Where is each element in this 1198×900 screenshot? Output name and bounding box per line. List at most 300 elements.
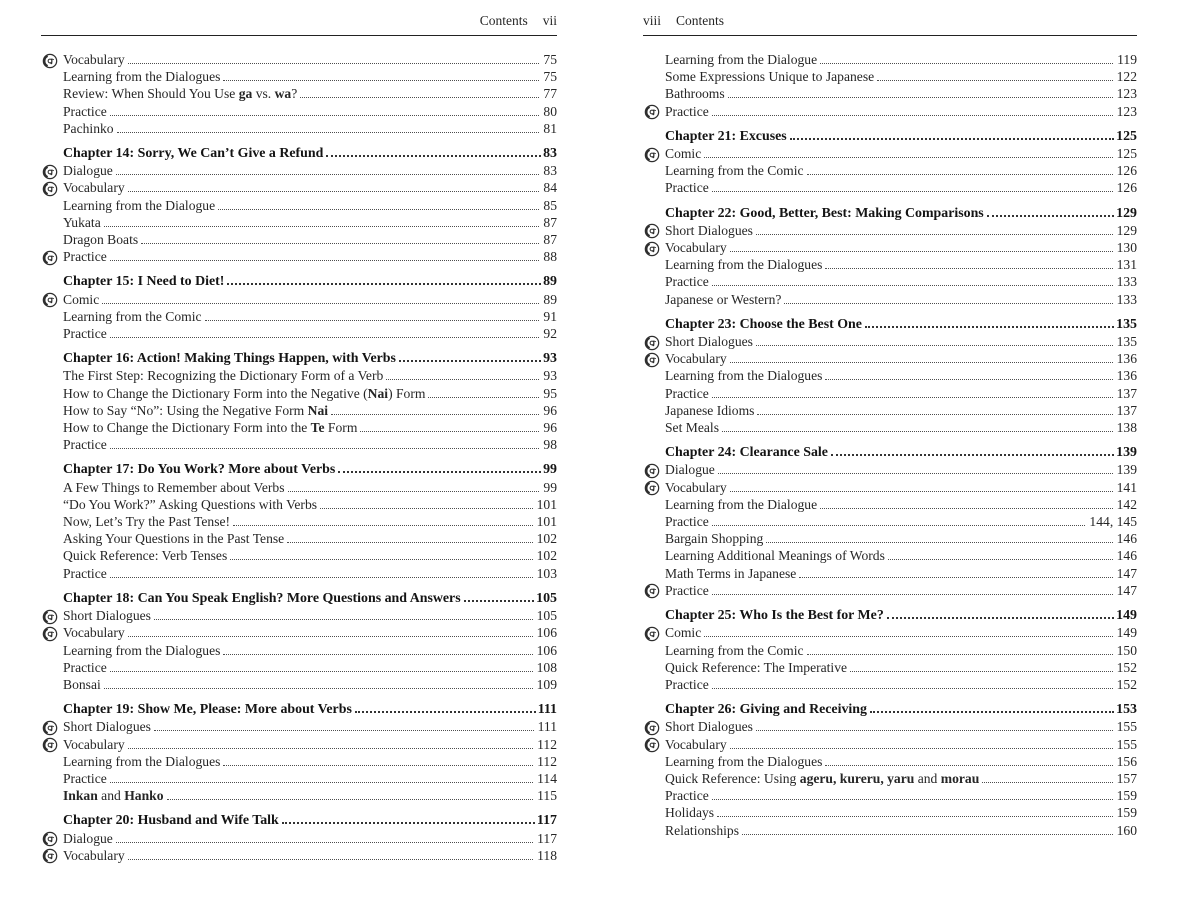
entry-title: Practice <box>63 565 107 581</box>
page-number: 84 <box>543 180 557 196</box>
toc-entry <box>41 179 557 196</box>
dot-leader <box>141 241 539 244</box>
dot-leader <box>742 832 1113 835</box>
toc-entry <box>643 479 1137 496</box>
dot-leader <box>712 686 1113 689</box>
toc-chapter-entry <box>41 812 557 829</box>
toc-entry <box>643 461 1137 478</box>
toc-entry <box>643 624 1137 641</box>
page-number: 98 <box>543 437 557 453</box>
audio-cd-icon <box>42 181 59 197</box>
page-number: 93 <box>543 351 557 367</box>
toc-entry <box>41 479 557 496</box>
page-number: 139 <box>1116 462 1137 478</box>
entry-title: Short Dialogues <box>63 719 151 735</box>
entry-title: Chapter 14: Sorry, We Can’t Give a Refund <box>63 146 324 162</box>
toc-chapter-entry <box>643 444 1137 461</box>
entry-title: Chapter 26: Giving and Receiving <box>665 702 867 718</box>
entry-title: Japanese Idioms <box>665 402 755 418</box>
audio-cd-icon <box>42 848 59 864</box>
toc-chapter-entry <box>41 273 557 290</box>
dot-leader <box>712 797 1113 800</box>
dot-leader <box>730 249 1113 252</box>
page-number: 83 <box>543 146 557 162</box>
page-number: 111 <box>537 702 557 718</box>
page-number: 133 <box>1116 291 1137 307</box>
dot-leader <box>712 523 1086 526</box>
entry-title: Quick Reference: Verb Tenses <box>63 548 228 564</box>
entry-title: Practice <box>63 326 107 342</box>
toc-chapter-entry <box>41 145 557 162</box>
entry-title-text: ) Form <box>388 385 426 401</box>
dot-leader <box>110 258 540 261</box>
entry-title-text: vs. <box>252 86 275 102</box>
page-number: 125 <box>1116 128 1137 144</box>
page-number: 106 <box>536 625 557 641</box>
running-header <box>643 0 1137 36</box>
page-number: 142 <box>1116 496 1137 512</box>
toc-entry <box>643 547 1137 564</box>
toc-entry <box>41 624 557 641</box>
dot-leader <box>825 377 1112 380</box>
toc-entry <box>643 273 1137 290</box>
entry-title: Learning from the Comic <box>63 308 202 324</box>
page-number: 119 <box>1117 52 1137 67</box>
page-number: 126 <box>1116 163 1137 179</box>
toc-entry <box>643 718 1137 735</box>
dot-leader <box>807 652 1113 655</box>
dot-leader <box>704 155 1112 158</box>
page-number: 157 <box>1116 770 1137 786</box>
page-number: 109 <box>536 676 557 692</box>
entry-title: Vocabulary <box>665 479 727 495</box>
entry-title: Learning from the Dialogues <box>665 368 823 384</box>
entry-title: Practice <box>665 676 709 692</box>
entry-title-bold-term: Inkan <box>63 788 98 804</box>
audio-cd-icon <box>42 53 59 69</box>
toc-entry <box>41 325 557 342</box>
toc-chapter-entry <box>643 128 1137 145</box>
entry-title: Practice <box>665 788 709 804</box>
entry-title-text: How to Say “No”: Using the Negative Form <box>63 402 308 418</box>
page-number: 91 <box>543 308 557 324</box>
toc-entry <box>41 565 557 582</box>
page-number: 153 <box>1116 702 1137 718</box>
dot-leader <box>825 266 1112 269</box>
entry-title: Practice <box>63 659 107 675</box>
dot-leader <box>282 820 535 824</box>
entry-title: Chapter 20: Husband and Wife Talk <box>63 813 279 829</box>
entry-title: Chapter 19: Show Me, Please: More about Verbs <box>63 702 352 718</box>
page-number: 129 <box>1116 205 1137 221</box>
entry-title-text: Quick Reference: Using <box>665 770 800 786</box>
entry-title: Practice <box>665 274 709 290</box>
toc-entries <box>41 51 557 864</box>
dot-leader <box>877 78 1112 81</box>
entry-title: Practice <box>63 103 107 119</box>
toc-entry <box>41 642 557 659</box>
entry-title-bold-term: ageru, kureru, yaru <box>799 770 915 786</box>
dot-leader <box>756 232 1113 235</box>
page-number: 83 <box>543 163 557 179</box>
toc-entry <box>41 291 557 308</box>
entry-title: Learning from the Dialogue <box>665 496 818 512</box>
dot-leader <box>154 728 534 731</box>
toc-entry <box>643 68 1137 85</box>
dot-leader <box>717 814 1113 817</box>
toc-entry <box>41 436 557 453</box>
toc-chapter-entry <box>643 607 1137 624</box>
toc-entry <box>643 770 1137 787</box>
entry-title: Comic <box>665 625 702 641</box>
entry-title: Practice <box>63 437 107 453</box>
dot-leader <box>110 113 540 116</box>
dot-leader <box>790 136 1114 140</box>
entry-title: Vocabulary <box>63 736 125 752</box>
dot-leader <box>223 78 539 81</box>
entry-title: Learning Additional Meanings of Words <box>665 548 885 564</box>
audio-cd-icon <box>42 831 59 847</box>
page-number: 126 <box>1116 180 1137 196</box>
toc-entry <box>643 753 1137 770</box>
entry-title: Dragon Boats <box>63 232 139 248</box>
entry-title: Math Terms in Japanese <box>665 565 797 581</box>
dot-leader <box>888 557 1113 560</box>
page-number: 146 <box>1116 548 1137 564</box>
page-number: 138 <box>1116 420 1137 436</box>
dot-leader <box>807 172 1113 175</box>
toc-page-left <box>41 0 557 864</box>
entry-title: Japanese or Western? <box>665 291 782 307</box>
page-number: 131 <box>1116 257 1137 273</box>
page-number: 118 <box>537 847 557 863</box>
dot-leader <box>116 840 533 843</box>
page-number: 123 <box>1116 86 1137 102</box>
entry-title: Holidays <box>665 805 715 821</box>
toc-entry <box>643 565 1137 582</box>
dot-leader <box>428 395 539 398</box>
toc-chapter-entry <box>643 205 1137 222</box>
dot-leader <box>386 377 539 380</box>
toc-entry <box>643 256 1137 273</box>
dot-leader <box>110 575 533 578</box>
dot-leader <box>730 746 1113 749</box>
dot-leader <box>756 728 1113 731</box>
dot-leader <box>128 857 533 860</box>
toc-entry <box>643 333 1137 350</box>
dot-leader <box>712 283 1113 286</box>
dot-leader <box>730 489 1113 492</box>
page-number: 75 <box>543 69 557 85</box>
dot-leader <box>128 61 540 64</box>
toc-entry <box>41 68 557 85</box>
page-number: 115 <box>537 788 557 804</box>
page-number: 108 <box>536 659 557 675</box>
page-number: 96 <box>543 420 557 436</box>
entry-title <box>665 770 979 787</box>
entry-title: Chapter 22: Good, Better, Best: Making Comparisons <box>665 205 984 221</box>
dot-leader <box>712 113 1113 116</box>
toc-entry <box>643 676 1137 693</box>
folio: viii <box>643 13 662 28</box>
entry-title: Now, Let’s Try the Past Tense! <box>63 514 231 530</box>
toc-entry <box>41 197 557 214</box>
audio-cd-icon <box>42 609 59 625</box>
page-number: 101 <box>536 496 557 512</box>
page-number: 80 <box>543 103 557 119</box>
dot-leader <box>128 189 540 192</box>
page-number: 139 <box>1116 445 1137 461</box>
entry-title: Practice <box>63 249 107 265</box>
toc-entries <box>643 51 1137 839</box>
entry-title-bold-term: Nai <box>307 402 329 418</box>
page-number: 133 <box>1116 274 1137 290</box>
dot-leader <box>712 395 1113 398</box>
page-number: 155 <box>1116 719 1137 735</box>
dot-leader <box>110 669 533 672</box>
header-title: Contents <box>479 13 528 28</box>
dot-leader <box>850 669 1113 672</box>
entry-title: Short Dialogues <box>63 608 151 624</box>
toc-entry <box>41 214 557 231</box>
toc-page-right <box>643 0 1137 839</box>
dot-leader <box>338 469 541 473</box>
toc-entry <box>41 753 557 770</box>
page-number: 96 <box>543 402 557 418</box>
page-number: 146 <box>1116 531 1137 547</box>
page-number: 160 <box>1116 822 1137 838</box>
page-number: 137 <box>1116 402 1137 418</box>
toc-entry <box>41 787 557 804</box>
toc-entry <box>41 103 557 120</box>
toc-chapter-entry <box>41 350 557 367</box>
audio-cd-icon <box>644 352 661 368</box>
entry-title: Short Dialogues <box>665 719 753 735</box>
entry-title: Learning from the Comic <box>665 642 804 658</box>
entry-title: Vocabulary <box>63 625 125 641</box>
toc-chapter-entry <box>41 701 557 718</box>
entry-title: The First Step: Recognizing the Dictionary Form of a Verb <box>63 368 384 384</box>
dot-leader <box>355 709 536 713</box>
dot-leader <box>718 471 1113 474</box>
dot-leader <box>360 429 539 432</box>
toc-entry <box>643 402 1137 419</box>
page-number: 99 <box>543 462 557 478</box>
toc-entry <box>41 718 557 735</box>
entry-title: Dialogue <box>63 163 113 179</box>
entry-title-text: ? <box>291 86 298 102</box>
dot-leader <box>766 540 1112 543</box>
entry-title: Practice <box>665 514 709 530</box>
page-number: 122 <box>1116 69 1137 85</box>
page-number: 105 <box>536 590 557 606</box>
entry-title: Chapter 24: Clearance Sale <box>665 445 828 461</box>
page-number: 156 <box>1116 753 1137 769</box>
page-number: 89 <box>543 274 557 290</box>
audio-cd-icon <box>644 463 661 479</box>
toc-entry <box>643 222 1137 239</box>
toc-entry <box>643 350 1137 367</box>
page-number: 85 <box>543 197 557 213</box>
entry-title-text: How to Change the Dictionary Form into the Negative ( <box>63 385 368 401</box>
toc-entry <box>643 496 1137 513</box>
entry-title-text: Form <box>324 420 358 436</box>
page-number: 159 <box>1116 788 1137 804</box>
entry-title-bold-term: ga <box>238 86 253 102</box>
dot-leader <box>227 281 541 285</box>
page-number: 136 <box>1116 368 1137 384</box>
page-number: 117 <box>537 830 557 846</box>
toc-entry <box>643 804 1137 821</box>
entry-title: Bonsai <box>63 676 101 692</box>
audio-cd-icon <box>42 720 59 736</box>
audio-cd-icon <box>644 241 661 257</box>
dot-leader <box>128 746 533 749</box>
entry-title: Vocabulary <box>665 736 727 752</box>
audio-cd-icon <box>42 164 59 180</box>
entry-title: Practice <box>665 385 709 401</box>
toc-entry <box>41 676 557 693</box>
dot-leader <box>887 615 1114 619</box>
audio-cd-icon <box>644 480 661 496</box>
dot-leader <box>223 652 532 655</box>
toc-entry <box>41 770 557 787</box>
dot-leader <box>870 709 1114 713</box>
page-number: 77 <box>543 86 557 102</box>
page-number: 102 <box>536 531 557 547</box>
page-number: 136 <box>1116 351 1137 367</box>
toc-entry <box>41 162 557 179</box>
toc-entry <box>643 291 1137 308</box>
toc-entry <box>643 736 1137 753</box>
entry-title: Chapter 18: Can You Speak English? More Questions and Answers <box>63 590 461 606</box>
entry-title: Comic <box>665 146 702 162</box>
toc-chapter-entry <box>643 701 1137 718</box>
toc-entry <box>41 367 557 384</box>
dot-leader <box>128 634 533 637</box>
entry-title: Vocabulary <box>63 180 125 196</box>
entry-title: Practice <box>665 582 709 598</box>
dot-leader <box>205 318 540 321</box>
toc-entry <box>41 830 557 847</box>
dot-leader <box>287 540 532 543</box>
page-number: 135 <box>1116 316 1137 332</box>
toc-entry <box>41 496 557 513</box>
entry-title: Learning from the Dialogue <box>63 197 216 213</box>
entry-title: Relationships <box>665 822 740 838</box>
dot-leader <box>728 95 1113 98</box>
entry-title <box>63 419 357 436</box>
toc-entry <box>643 367 1137 384</box>
page-number: 147 <box>1116 565 1137 581</box>
page-number: 155 <box>1116 736 1137 752</box>
page-number: 87 <box>543 214 557 230</box>
entry-title: Learning from the Dialogues <box>665 753 823 769</box>
toc-entry <box>41 85 557 102</box>
dot-leader <box>757 412 1112 415</box>
page-number: 87 <box>543 232 557 248</box>
page-number: 123 <box>1116 103 1137 119</box>
toc-entry <box>643 787 1137 804</box>
toc-entry <box>41 547 557 564</box>
page-number: 93 <box>543 368 557 384</box>
page-number: 130 <box>1116 240 1137 256</box>
toc-entry <box>643 239 1137 256</box>
entry-title: A Few Things to Remember about Verbs <box>63 479 285 495</box>
page-number: 149 <box>1116 608 1137 624</box>
audio-cd-icon <box>644 720 661 736</box>
dot-leader <box>712 189 1113 192</box>
toc-entry <box>41 385 557 402</box>
toc-entry <box>41 51 557 68</box>
entry-title: Chapter 21: Excuses <box>665 128 787 144</box>
audio-cd-icon <box>42 626 59 642</box>
page-number: 112 <box>537 753 557 769</box>
entry-title: Chapter 15: I Need to Diet! <box>63 274 225 290</box>
dot-leader <box>104 224 540 227</box>
toc-entry <box>41 308 557 325</box>
dot-leader <box>865 324 1114 328</box>
toc-entry <box>41 659 557 676</box>
dot-leader <box>712 592 1113 595</box>
page-number: 144, 145 <box>1089 514 1137 530</box>
dot-leader <box>116 172 540 175</box>
toc-entry <box>643 385 1137 402</box>
entry-title: Learning from the Dialogues <box>665 257 823 273</box>
header-title: Contents <box>676 13 725 28</box>
entry-title: Asking Your Questions in the Past Tense <box>63 531 285 547</box>
audio-cd-icon <box>644 626 661 642</box>
dot-leader <box>982 780 1112 783</box>
entry-title-text: and <box>97 788 125 804</box>
running-header <box>41 0 557 36</box>
page-number: 135 <box>1116 334 1137 350</box>
dot-leader <box>820 506 1112 509</box>
page-number: 95 <box>543 385 557 401</box>
dot-leader <box>730 360 1113 363</box>
dot-leader <box>784 301 1112 304</box>
entry-title: Practice <box>665 103 709 119</box>
dot-leader <box>464 598 535 602</box>
page-number: 114 <box>537 770 557 786</box>
entry-title: Learning from the Dialogue <box>665 52 818 67</box>
page-number: 102 <box>536 548 557 564</box>
dot-leader <box>288 489 540 492</box>
toc-entry <box>643 145 1137 162</box>
toc-entry <box>643 162 1137 179</box>
page-number: 112 <box>537 736 557 752</box>
toc-chapter-entry <box>41 461 557 478</box>
page-number: 99 <box>543 479 557 495</box>
page-number: 137 <box>1116 385 1137 401</box>
entry-title-bold-term: Hanko <box>124 788 164 804</box>
entry-title: Pachinko <box>63 120 114 136</box>
entry-title-text: How to Change the Dictionary Form into the <box>63 420 311 436</box>
dot-leader <box>825 763 1112 766</box>
page-number: 111 <box>537 719 557 735</box>
toc-entry <box>643 419 1137 436</box>
entry-title <box>63 385 425 402</box>
dot-leader <box>799 575 1112 578</box>
dot-leader <box>820 61 1113 64</box>
page-number: 89 <box>543 291 557 307</box>
dot-leader <box>300 95 539 98</box>
dot-leader <box>104 686 533 689</box>
toc-entry <box>41 513 557 530</box>
entry-title: Vocabulary <box>63 847 125 863</box>
entry-title: Practice <box>665 180 709 196</box>
entry-title: Chapter 23: Choose the Best One <box>665 316 862 332</box>
